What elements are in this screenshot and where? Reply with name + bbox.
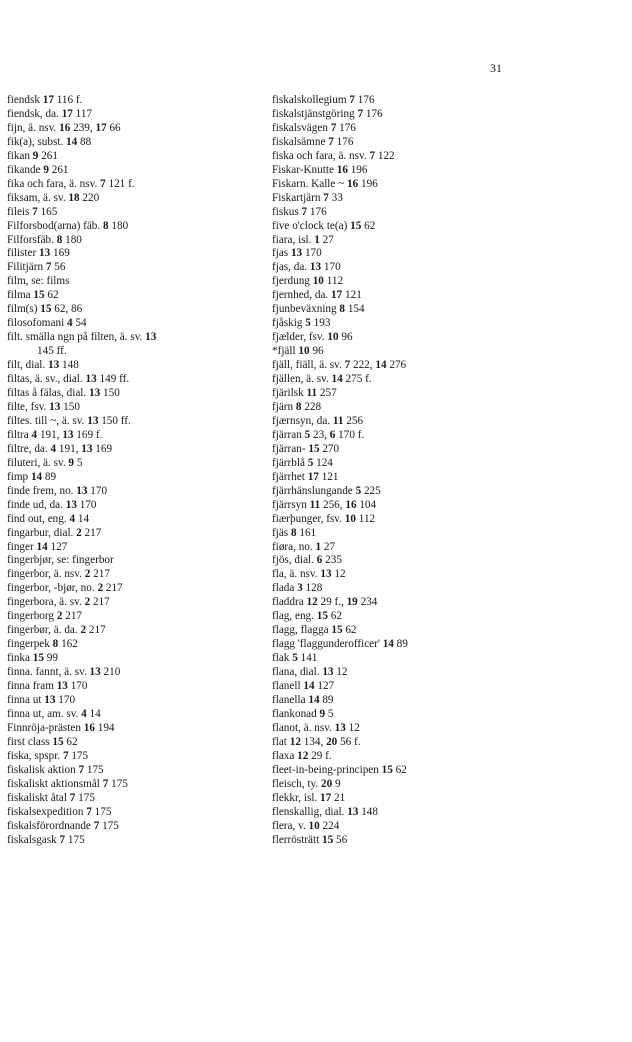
index-entry: filma 15 62	[7, 289, 59, 302]
index-entry: film(s) 15 62, 86	[7, 303, 83, 316]
index-entry: Fiskartjärn 7 33	[272, 191, 343, 204]
index-entry: flana, dial. 13 12	[272, 666, 348, 679]
index-entry: fiskalsämne 7 176	[272, 135, 354, 148]
index-entry: finger 14 127	[7, 540, 68, 553]
index-entry: finka 15 99	[7, 652, 58, 665]
index-entry: fjas 13 170	[272, 247, 322, 260]
index-entry: filt, dial. 13 148	[7, 359, 79, 372]
index-entry: finna fram 13 170	[7, 680, 88, 693]
index-entry: fiskalstjänstgöring 7 176	[272, 107, 383, 120]
index-entry: fiskalsvägen 7 176	[272, 121, 356, 134]
index-entry: filtra 4 191, 13 169 f.	[7, 428, 103, 441]
index-entry: Filforsbod(arna) fäb. 8 180	[7, 219, 129, 232]
index-entry: flagg 'flaggunderofficer' 14 89	[272, 638, 408, 651]
index-entry: flera, v. 10 224	[272, 819, 340, 832]
index-column-right	[272, 94, 622, 847]
index-entry: Filitjärn 7 56	[7, 261, 66, 274]
index-entry: fingerpek 8 162	[7, 638, 78, 651]
index-entry: flat 12 134, 20 56 f.	[272, 735, 361, 748]
index-entry: fla, ä. nsv. 13 12	[272, 568, 346, 581]
index-entry: fleisch, ty. 20 9	[272, 777, 341, 790]
index-entry: fingerbor, ä. nsv. 2 217	[7, 568, 110, 581]
index-entry: Fiskar-Knutte 16 196	[272, 163, 368, 176]
index-entry: flanella 14 89	[272, 693, 334, 706]
index-entry: finna ut, am. sv. 4 14	[7, 707, 101, 720]
index-entry: Finnröja-prästen 16 194	[7, 721, 115, 734]
index-entry: filtre, da. 4 191, 13 169	[7, 442, 113, 455]
index-entry: fiskalsgask 7 175	[7, 833, 85, 846]
index-entry: fjas, da. 13 170	[272, 261, 341, 274]
index-entry: fiøra, no. 1 27	[272, 540, 336, 553]
index-entry: flagg, flagga 15 62	[272, 624, 357, 637]
index-entry: Filforsfäb. 8 180	[7, 233, 82, 246]
index-entry: fiksam, ä. sv. 18 220	[7, 191, 100, 204]
index-entry: fikan 9 261	[7, 149, 58, 162]
index-entry: fjærnsyn, da. 11 256	[272, 414, 364, 427]
index-entry: *fjäll 10 96	[272, 345, 324, 358]
index-entry: finde ud, da. 13 170	[7, 498, 97, 511]
index-entry: fiska, spspr. 7 175	[7, 749, 89, 762]
index-entry: fikande 9 261	[7, 163, 69, 176]
index-entry: fiskus 7 176	[272, 205, 327, 218]
index-entry: fik(a), subst. 14 88	[7, 135, 92, 148]
index-entry: fiskalsförordnande 7 175	[7, 819, 119, 832]
index-entry: filtas å fälas, dial. 13 150	[7, 387, 120, 400]
index-entry: fjärn 8 228	[272, 400, 322, 413]
index-entry: fiendsk, da. 17 117	[7, 107, 93, 120]
index-entry: fingerbor, -bjør, no. 2 217	[7, 582, 123, 595]
index-entry: Fiskarn. Kalle ~ 16 196	[272, 177, 378, 190]
index-entry: fjärrhänslungande 5 225	[272, 484, 381, 497]
index-entry: fjäs 8 161	[272, 526, 317, 539]
index-entry: flag, eng. 15 62	[272, 610, 342, 623]
index-entry: fjärran 5 23, 6 170 f.	[272, 428, 365, 441]
index-entry: fiærþunger, fsv. 10 112	[272, 512, 376, 525]
index-entry: fingerbør, ä. da. 2 217	[7, 624, 106, 637]
index-entry: 145 ff.	[37, 345, 67, 358]
index-entry: fimp 14 89	[7, 470, 57, 483]
index-entry: filosofomani 4 54	[7, 317, 87, 330]
index-entry: fjärilsk 11 257	[272, 387, 337, 400]
index-entry: fjunbeväxning 8 154	[272, 303, 365, 316]
index-entry: fjerdung 10 112	[272, 275, 344, 288]
index-entry: filister 13 169	[7, 247, 70, 260]
index-entry: flaxa 12 29 f.	[272, 749, 332, 762]
index-entry: flanell 14 127	[272, 680, 335, 693]
index-entry: fiara, isl. 1 27	[272, 233, 334, 246]
index-entry: fjärrsyn 11 256, 16 104	[272, 498, 377, 511]
page-number: 31	[490, 61, 502, 75]
index-entry: find out, eng. 4 14	[7, 512, 90, 525]
index-entry: fiendsk 17 116 f.	[7, 94, 83, 106]
index-entry: fingerbjør, se: fingerbor	[7, 554, 114, 567]
index-entry: fjernhed, da. 17 121	[272, 289, 362, 302]
index-entry: filte, fsv. 13 150	[7, 400, 80, 413]
index-entry: fiskaliskt åtal 7 175	[7, 791, 95, 804]
index-entry: filtes. till ~, ä. sv. 13 150 ff.	[7, 414, 131, 427]
index-entry: filt. smälla ngn på filten, ä. sv. 13	[7, 331, 157, 344]
index-entry: film, se: films	[7, 275, 70, 288]
index-entry: flekkr, isl. 17 21	[272, 791, 346, 804]
index-entry: fingerborg 2 217	[7, 610, 82, 623]
index-entry: fjärran- 15 270	[272, 442, 340, 455]
index-entry: fiskalskollegium 7 176	[272, 94, 375, 106]
index-entry: finna ut 13 170	[7, 693, 76, 706]
index-entry: flenskallig, dial. 13 148	[272, 805, 378, 818]
index-entry: five o'clock te(a) 15 62	[272, 219, 376, 232]
index-entry: fjös, dial. 6 235	[272, 554, 342, 567]
index-entry: filuteri, ä. sv. 9 5	[7, 456, 83, 469]
index-entry: fileis 7 165	[7, 205, 58, 218]
index-entry: finde frem, no. 13 170	[7, 484, 108, 497]
index-entry: fijn, ä. nsv. 16 239, 17 66	[7, 121, 121, 134]
index-entry: fiskalisk aktion 7 175	[7, 763, 104, 776]
index-entry: fjäll, fiäll, ä. sv. 7 222, 14 276	[272, 359, 407, 372]
index-entry: first class 15 62	[7, 735, 78, 748]
index-entry: fjärrblå 5 124	[272, 456, 333, 469]
index-column-left	[7, 94, 269, 847]
index-entry: flankonad 9 5	[272, 707, 334, 720]
index-entry: fjällen, ä. sv. 14 275 f.	[272, 373, 372, 386]
index-entry: fika och fara, ä. nsv. 7 121 f.	[7, 177, 135, 190]
index-entry: fingarbur, dial. 2 217	[7, 526, 102, 539]
index-entry: finna. fannt, ä. sv. 13 210	[7, 666, 121, 679]
index-entry: fiskaliskt aktionsmål 7 175	[7, 777, 128, 790]
index-entry: flerrösträtt 15 56	[272, 833, 348, 846]
index-entry: flak 5 141	[272, 652, 318, 665]
index-entry: flanot, ä. nsv. 13 12	[272, 721, 360, 734]
index-entry: fiskalsexpedition 7 175	[7, 805, 112, 818]
index-entry: fjåskig 5 193	[272, 317, 331, 330]
index-entry: fjärrhet 17 121	[272, 470, 339, 483]
index-entry: fjælder, fsv. 10 96	[272, 331, 353, 344]
index-entry: fladdra 12 29 f., 19 234	[272, 596, 378, 609]
index-entry: fingerbora, ä. sv. 2 217	[7, 596, 110, 609]
index-entry: flada 3 128	[272, 582, 323, 595]
index-entry: filtas, ä. sv., dial. 13 149 ff.	[7, 373, 130, 386]
index-entry: fiska och fara, ä. nsv. 7 122	[272, 149, 395, 162]
index-entry: fleet-in-being-principen 15 62	[272, 763, 407, 776]
